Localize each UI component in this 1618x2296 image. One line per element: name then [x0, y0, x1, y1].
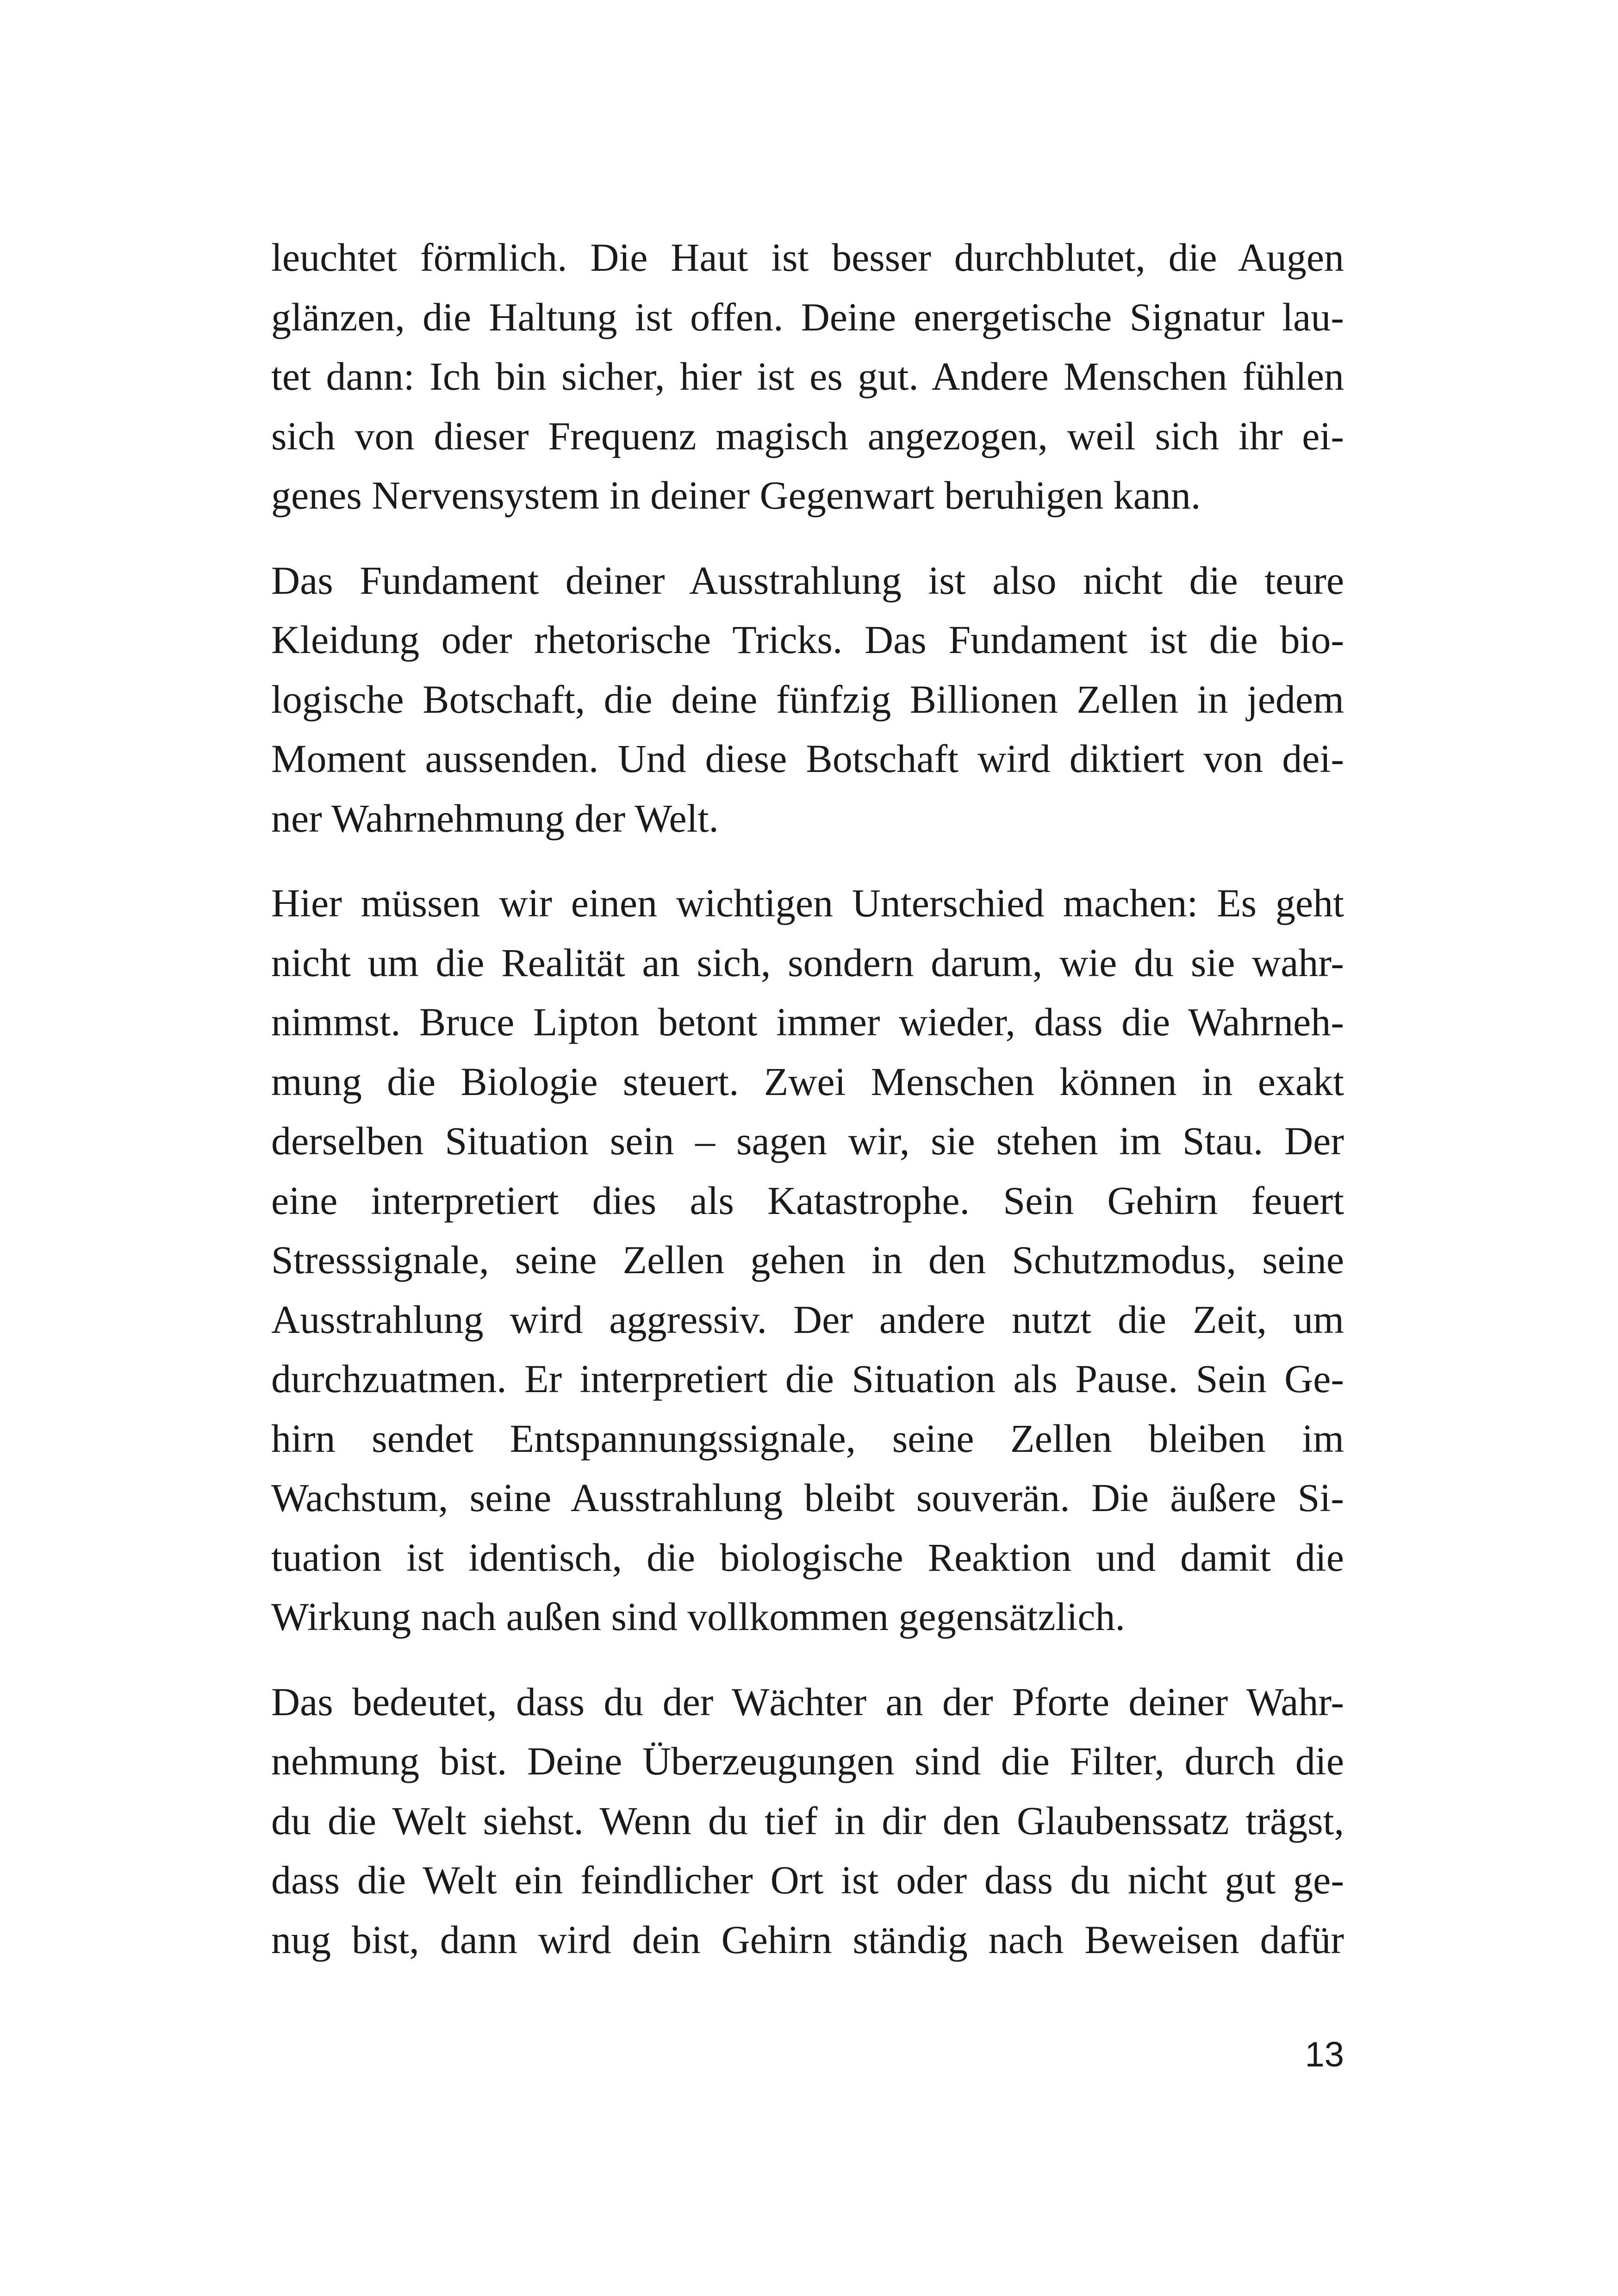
text-line: leuchtet förmlich. Die Haut ist besser durchblutet, die Augen	[271, 235, 1344, 280]
text-line: derselben Situation sein – sagen wir, sie stehen im Stau. Der	[271, 1119, 1344, 1163]
text-line: nimmst. Bruce Lipton betont immer wieder, dass die Wahrneh-	[271, 1000, 1344, 1044]
text-line: nug bist, dann wird dein Gehirn ständig nach Beweisen dafür	[271, 1917, 1344, 1962]
text-line: Das bedeutet, dass du der Wächter an der Pforte deiner Wahr-	[271, 1679, 1344, 1724]
text-line: du die Welt siehst. Wenn du tief in dir den Glaubenssatz trägst,	[271, 1798, 1344, 1843]
text-line: Hier müssen wir einen wichtigen Unterschied machen: Es geht	[271, 881, 1344, 925]
text-line: Wirkung nach außen sind vollkommen gegensätzlich.	[271, 1594, 1126, 1639]
body-text	[271, 228, 1344, 1969]
text-line: logische Botschaft, die deine fünfzig Billionen Zellen in jedem	[271, 677, 1344, 722]
text-line: hirn sendet Entspannungssignale, seine Zellen bleiben im	[271, 1416, 1344, 1461]
text-line: sich von dieser Frequenz magisch angezogen, weil sich ihr ei-	[271, 413, 1344, 458]
text-line: Kleidung oder rhetorische Tricks. Das Fundament ist die bio-	[271, 617, 1344, 662]
paragraph-4	[271, 1672, 1344, 1970]
text-line: durchzuatmen. Er interpretiert die Situation als Pause. Sein Ge-	[271, 1356, 1344, 1401]
text-line: eine interpretiert dies als Katastrophe. Sein Gehirn feuert	[271, 1178, 1344, 1223]
text-line: Das Fundament deiner Ausstrahlung ist also nicht die teure	[271, 558, 1344, 603]
paragraph-1	[271, 228, 1344, 525]
text-line: mung die Biologie steuert. Zwei Menschen können in exakt	[271, 1059, 1344, 1104]
text-line: tuation ist identisch, die biologische Reaktion und damit die	[271, 1535, 1344, 1580]
text-line: glänzen, die Haltung ist offen. Deine energetische Signatur lau-	[271, 294, 1344, 339]
page-number: 13	[1305, 2035, 1344, 2074]
paragraph-3	[271, 873, 1344, 1647]
text-line: Ausstrahlung wird aggressiv. Der andere nutzt die Zeit, um	[271, 1297, 1344, 1342]
text-line: nehmung bist. Deine Überzeugungen sind die Filter, durch die	[271, 1739, 1344, 1783]
text-line: ner Wahrnehmung der Welt.	[271, 796, 719, 840]
text-line: nicht um die Realität an sich, sondern darum, wie du sie wahr-	[271, 940, 1344, 985]
text-line: dass die Welt ein feindlicher Ort ist oder dass du nicht gut ge-	[271, 1858, 1344, 1902]
text-line: Moment aussenden. Und diese Botschaft wird diktiert von dei-	[271, 736, 1344, 781]
text-line: tet dann: Ich bin sicher, hier ist es gut. Andere Menschen fühlen	[271, 354, 1344, 398]
paragraph-2	[271, 551, 1344, 848]
text-line: genes Nervensystem in deiner Gegenwart beruhigen kann.	[271, 473, 1201, 517]
text-line: Stresssignale, seine Zellen gehen in den Schutzmodus, seine	[271, 1238, 1344, 1282]
text-line: Wachstum, seine Ausstrahlung bleibt souverän. Die äußere Si-	[271, 1475, 1344, 1520]
